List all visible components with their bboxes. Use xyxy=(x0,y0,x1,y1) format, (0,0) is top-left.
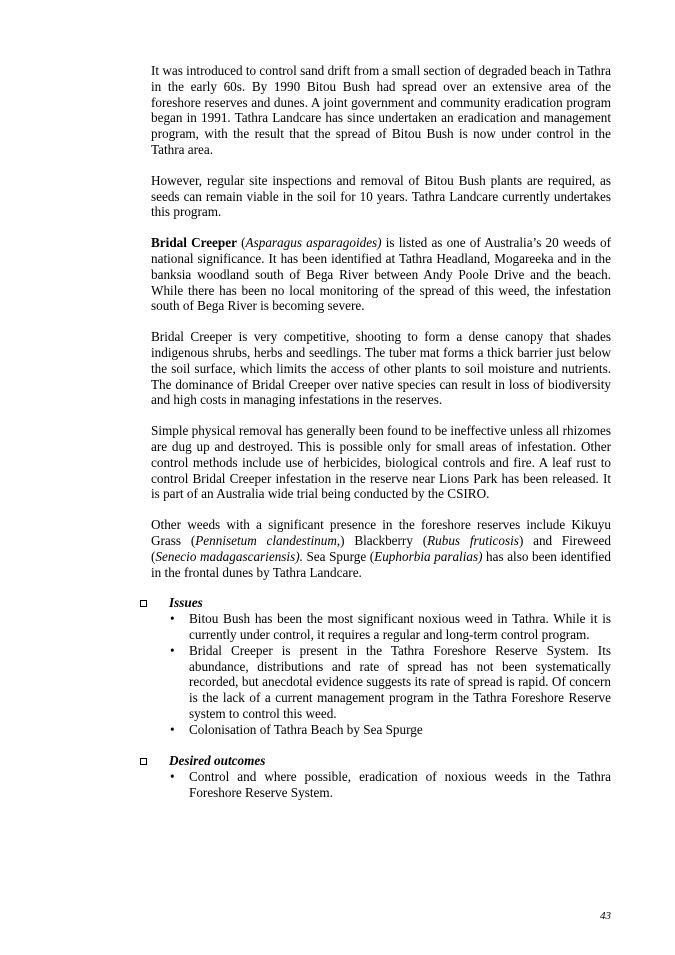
checkbox-square-icon xyxy=(140,758,147,765)
paragraph-removal-methods: Simple physical removal has generally been found to be ineffective unless all rhizomes are dug up and destroyed. This is possible only for small areas of infestation. Other control methods include use of herbicides, biological controls and fire. A leaf rust to control Bridal Creeper infestation in the reserve near Lions Park has been released. It is part of an Australia wide trial being conducted by the CSIRO. xyxy=(151,423,611,502)
list-item-text: Control and where possible, eradication of noxious weeds in the Tathra Foreshore Reserve System. xyxy=(189,769,611,801)
text-body: ,) Blackberry ( xyxy=(336,532,428,548)
list-item xyxy=(170,642,611,722)
paragraph-bridal-creeper-impact: Bridal Creeper is very competitive, shooting to form a dense canopy that shades indigenous shrubs, herbs and seedlings. The tuber mat forms a thick barrier just below the soil surface, which limits the access of other plants to soil moisture and nutrients. The dominance of Bridal Creeper over native species can result in loss of biodiversity and high costs in managing infestations in the reserves. xyxy=(151,329,611,408)
scientific-name: Senecio madagascariensis). xyxy=(155,548,303,564)
list-item-text: Bitou Bush has been the most significant noxious weed in Tathra. While it is currently under control, it requires a regular and long-term control program. xyxy=(189,611,611,642)
text-body: Other weeds with a significant presence in the foreshore reserves include Kikuyu Grass ( xyxy=(151,517,611,548)
document-body xyxy=(151,63,611,801)
paragraph-bitou-history: It was introduced to control sand drift from a small section of degraded beach in Tathra in the early 60s. By 1990 Bitou Bush had spread over an extensive area of the foreshore reserves and dunes. A joint government and community eradication program began in 1991. Tathra Landcare has since undertaken an eradication and management program, with the result that the spread of Bitou Bush is now under control in the Tathra area. xyxy=(151,63,611,157)
outcomes-heading-text: Desired outcomes xyxy=(169,753,266,769)
issues-heading xyxy=(151,595,611,611)
paragraph-bridal-creeper-intro xyxy=(151,235,611,314)
bullet-icon: • xyxy=(170,769,175,785)
bullet-icon: • xyxy=(170,642,175,658)
outcomes-heading xyxy=(151,753,611,769)
bullet-icon: • xyxy=(170,611,175,627)
outcomes-list xyxy=(151,769,611,801)
scientific-name: Rubus fruticosis xyxy=(427,532,519,548)
issues-list xyxy=(151,611,611,737)
text-body: Sea Spurge ( xyxy=(302,548,375,564)
issues-section xyxy=(151,595,611,737)
scientific-name: Pennisetum clandestinum xyxy=(195,532,337,548)
list-item xyxy=(170,769,611,801)
list-item-text: Bridal Creeper is present in the Tathra Foreshore Reserve System. Its abundance, distributions and rate of spread has not been systematically recorded, but anecdotal evidence suggests its rate of spread is rapid. Of concern is the lack of a current management program in the Tathra Foreshore Reserve system to control this weed. xyxy=(189,642,611,721)
text-open-paren: ( xyxy=(236,235,246,251)
paragraph-bitou-inspections: However, regular site inspections and removal of Bitou Bush plants are required, as seeds can remain viable in the soil for 10 years. Tathra Landcare currently undertakes this program. xyxy=(151,172,611,220)
page-number: 43 xyxy=(600,910,611,922)
scientific-name: Asparagus asparagoides) xyxy=(245,235,382,251)
text-body: has also been identified in the frontal dunes by Tathra Landcare. xyxy=(151,548,611,580)
text-body: ) and Fireweed ( xyxy=(151,532,611,564)
list-item xyxy=(170,721,611,738)
paragraph-other-weeds xyxy=(151,517,611,580)
term-bridal-creeper: Bridal Creeper xyxy=(151,235,237,251)
text-body: is listed as one of Australia’s 20 weeds of national significance. It has been identified at Tathra Headland, Mogareeka and in the banksia woodland south of Bega River between Andy Poole Drive and the beach. While there has been no local monitoring of the spread of this weed, the infestation south of Bega River is becoming severe. xyxy=(151,235,611,314)
list-item-text: Colonisation of Tathra Beach by Sea Spurge xyxy=(189,721,423,737)
issues-heading-text: Issues xyxy=(169,595,203,611)
list-item xyxy=(170,611,611,643)
scientific-name: Euphorbia paralias) xyxy=(374,548,483,564)
checkbox-square-icon xyxy=(140,600,147,607)
desired-outcomes-section xyxy=(151,753,611,800)
bullet-icon: • xyxy=(170,721,175,737)
